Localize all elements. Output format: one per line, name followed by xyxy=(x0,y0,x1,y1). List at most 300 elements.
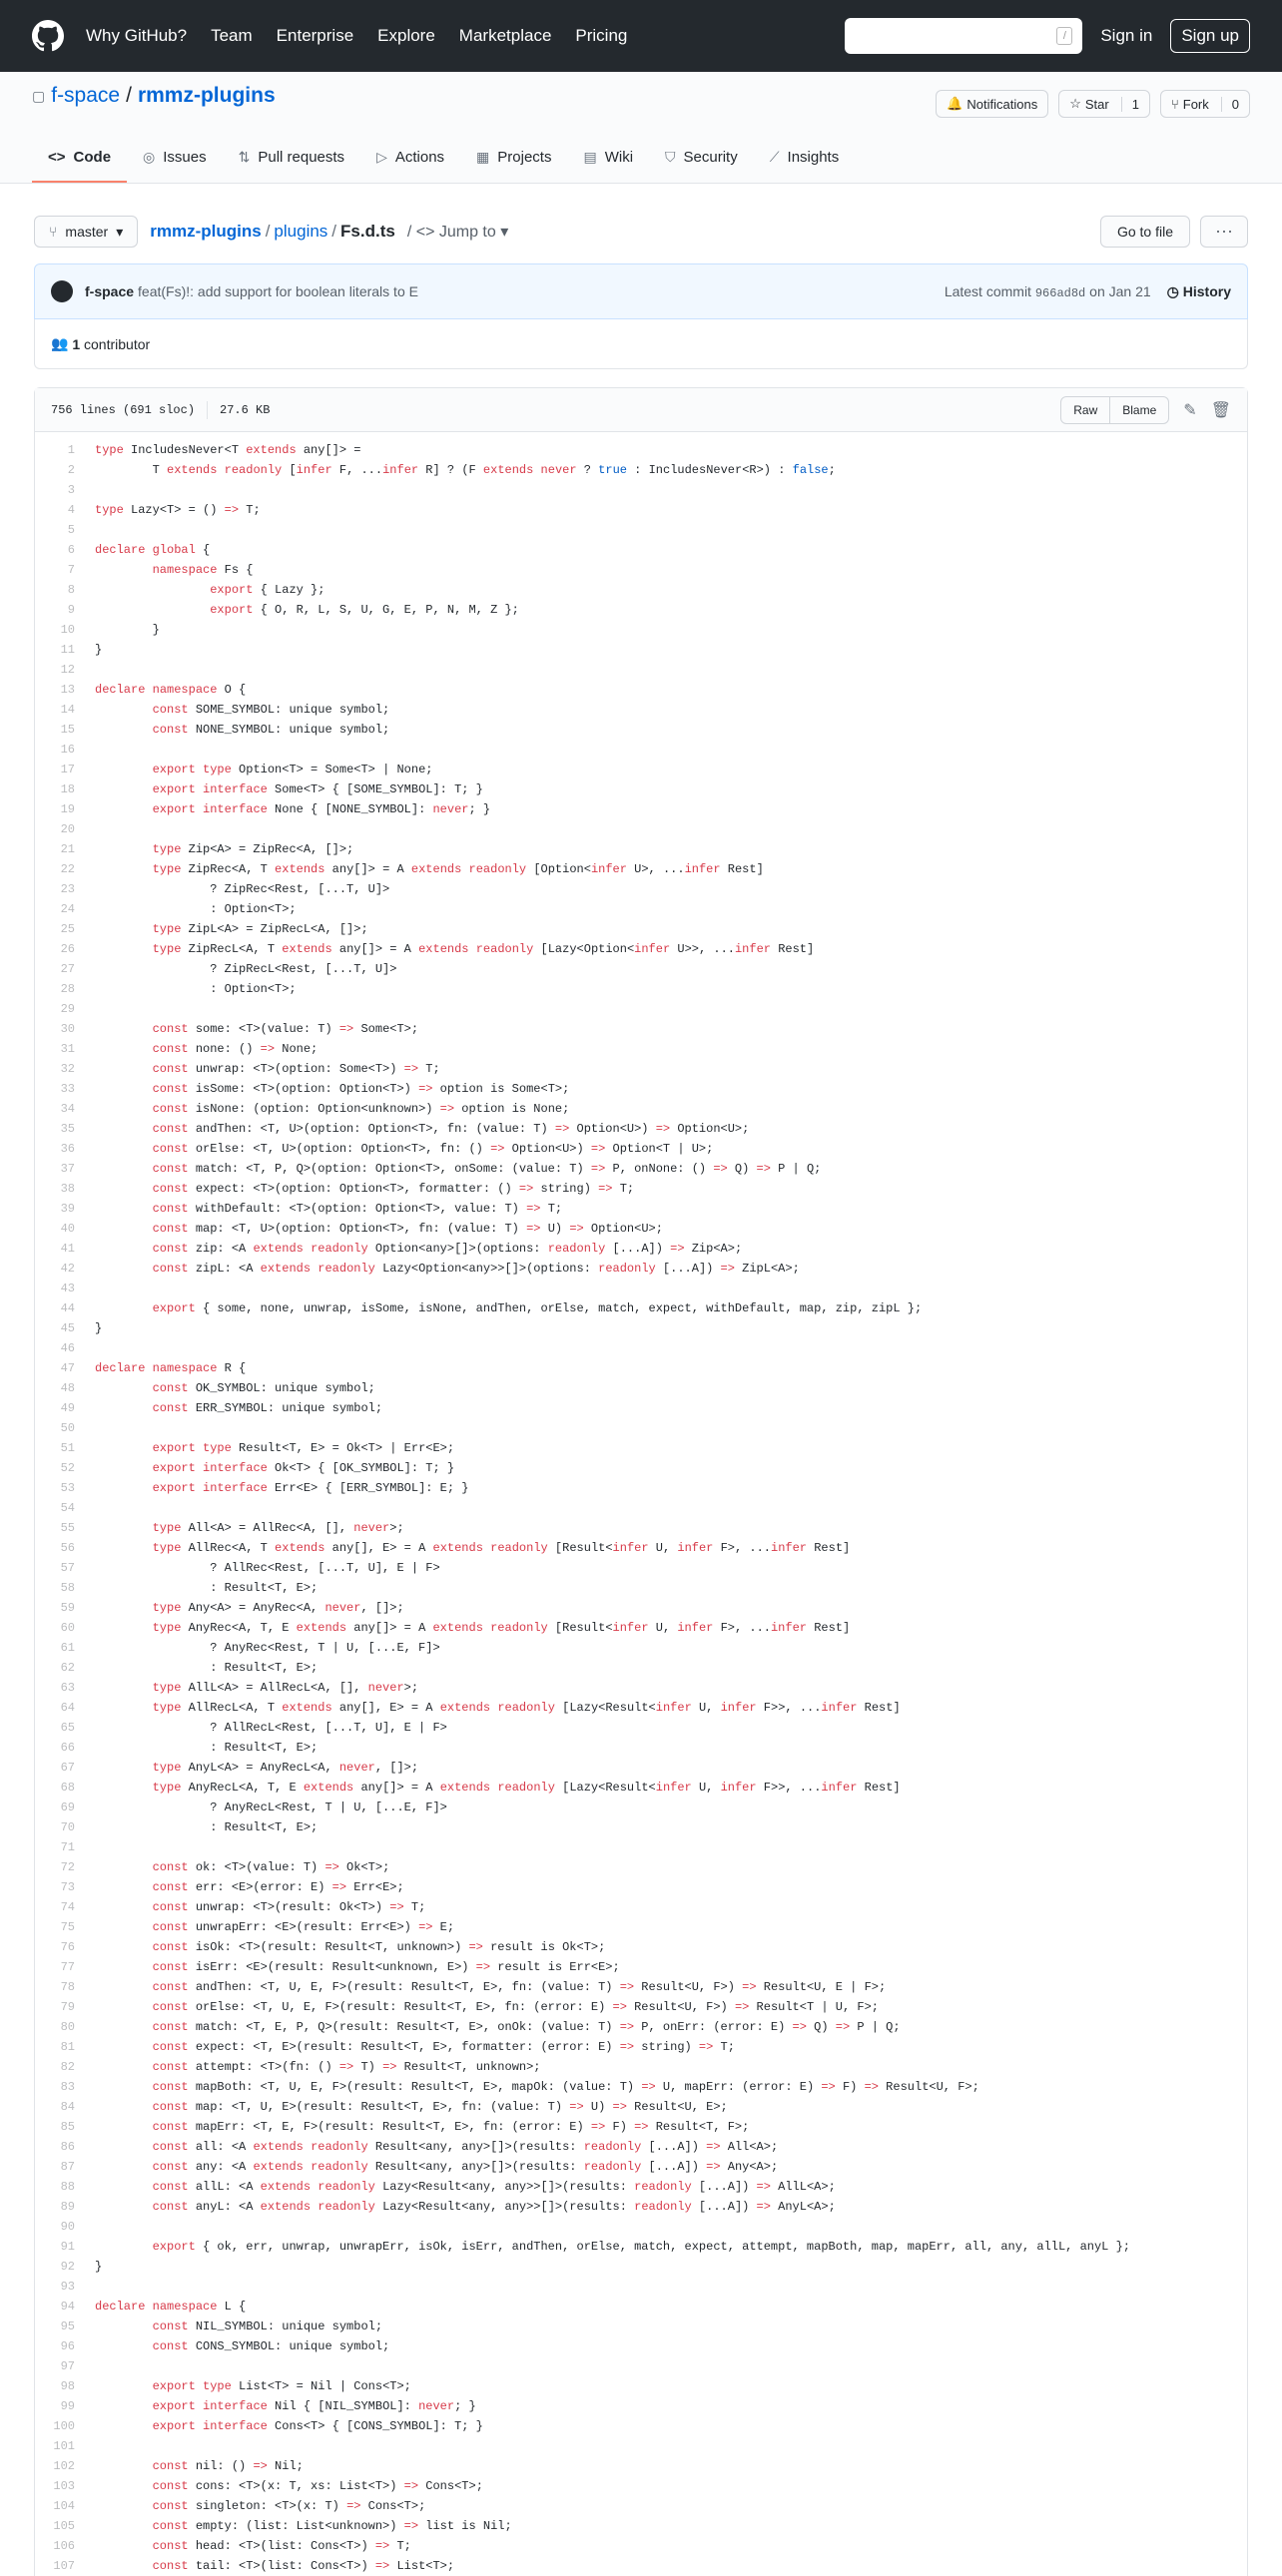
line-text: const some: <T>(value: T) => Some<T>; xyxy=(152,1022,419,1036)
code-line xyxy=(35,2097,1247,2117)
code-line xyxy=(35,1778,1247,1798)
line-text: const mapBoth: <T, U, E, F>(result: Result<T, E>, mapOk: (value: T) => U, mapErr: (error: E) => F) => Result<U, F>; xyxy=(152,2080,979,2094)
line-number[interactable]: 59 xyxy=(60,1601,75,1615)
project-icon: ▦ xyxy=(476,148,490,165)
sign-in-link[interactable]: Sign in xyxy=(1100,26,1153,45)
latest-commit-info: Latest commit 966ad8d on Jan 21 xyxy=(944,282,1151,300)
code-line xyxy=(35,1059,1247,1079)
line-number[interactable]: 33 xyxy=(60,1082,75,1096)
line-number[interactable]: 18 xyxy=(60,782,75,796)
notifications-button[interactable]: 🔔 Notifications xyxy=(936,90,1048,118)
code-line xyxy=(35,1837,1247,1857)
line-text: const map: <T, U>(option: Option<T>, fn: (value: T) => U) => Option<U>; xyxy=(152,1222,663,1236)
line-text: const mapErr: <T, E, F>(result: Result<T, E>, fn: (error: E) => F) => Result<T, F>; xyxy=(152,2120,750,2134)
line-number[interactable]: 31 xyxy=(60,1042,75,1056)
line-text: export type Option<T> = Some<T> | None; xyxy=(152,763,433,776)
branch-select[interactable]: ⑂ master ▾ xyxy=(34,216,138,248)
code-line xyxy=(35,1239,1247,1259)
code-line xyxy=(35,1658,1247,1678)
line-text: const unwrapErr: <E>(result: Err<E>) => E; xyxy=(152,1920,455,1934)
line-text: const NONE_SYMBOL: unique symbol; xyxy=(152,723,390,737)
code-line xyxy=(35,2197,1247,2217)
more-options-button[interactable]: ··· xyxy=(1200,216,1248,248)
code-line xyxy=(35,2376,1247,2396)
repo-owner-link[interactable]: f-space xyxy=(51,84,121,107)
tab-projects[interactable]: ▦ Projects xyxy=(476,148,552,166)
book-icon: ▤ xyxy=(583,148,597,165)
line-number[interactable]: 34 xyxy=(60,1102,75,1116)
code-line xyxy=(35,1279,1247,1298)
line-number[interactable]: 89 xyxy=(60,2200,75,2214)
line-number[interactable]: 98 xyxy=(60,2379,75,2393)
line-number[interactable]: 96 xyxy=(60,2339,75,2353)
tab-issues[interactable]: ◎ Issues xyxy=(143,148,207,166)
line-number[interactable]: 75 xyxy=(60,1920,75,1934)
line-number[interactable]: 49 xyxy=(60,1401,75,1415)
line-number[interactable]: 4 xyxy=(67,503,75,517)
code-line xyxy=(35,720,1247,740)
jump-to-menu[interactable]: / <> Jump to ▾ xyxy=(406,224,509,241)
file-viewer xyxy=(34,387,1248,2576)
line-text: const all: <A extends readonly Result<any, any>[]>(results: readonly [...A]) => All<A>; xyxy=(152,2140,779,2154)
nav-enterprise[interactable]: Enterprise xyxy=(276,26,354,45)
code-line xyxy=(35,1518,1247,1538)
code-line xyxy=(35,540,1247,560)
code-line xyxy=(35,799,1247,819)
line-text: ? AllRecL<Rest, [...T, U], E | F> xyxy=(95,1721,447,1735)
nav-marketplace[interactable]: Marketplace xyxy=(458,26,552,45)
code-line xyxy=(35,899,1247,919)
star-icon: ☆ xyxy=(1069,96,1081,111)
line-number[interactable]: 12 xyxy=(60,663,75,677)
blame-button[interactable]: Blame xyxy=(1110,396,1169,424)
line-number[interactable]: 46 xyxy=(60,1341,75,1355)
line-number[interactable]: 57 xyxy=(60,1561,75,1575)
nav-explore[interactable]: Explore xyxy=(377,26,435,45)
nav-team[interactable]: Team xyxy=(211,26,253,45)
latest-commit-bar xyxy=(34,263,1248,319)
code-line xyxy=(35,1039,1247,1059)
code-line xyxy=(35,1977,1247,1997)
line-number[interactable]: 24 xyxy=(60,902,75,916)
line-number[interactable]: 107 xyxy=(53,2559,75,2573)
line-text: ? ZipRecL<Rest, [...T, U]> xyxy=(95,962,397,976)
line-text: type Any<A> = AnyRec<A, never, []>; xyxy=(152,1601,404,1615)
line-text: : Result<T, E>; xyxy=(95,1661,319,1675)
line-number[interactable]: 50 xyxy=(60,1421,75,1435)
line-text: : Result<T, E>; xyxy=(95,1741,319,1755)
line-text: export interface Nil { [NIL_SYMBOL]: never; } xyxy=(152,2399,476,2413)
line-text: type Zip<A> = ZipRec<A, []>; xyxy=(152,842,354,856)
line-number[interactable]: 100 xyxy=(53,2419,75,2433)
line-text: const andThen: <T, U, E, F>(result: Result<T, E>, fn: (value: T) => Result<U, F>) => Result<U, E | F>; xyxy=(152,1980,887,1994)
line-number[interactable]: 68 xyxy=(60,1781,75,1795)
line-number[interactable]: 86 xyxy=(60,2140,75,2154)
tab-actions[interactable]: ▷ Actions xyxy=(376,148,445,166)
line-text: const tail: <T>(list: Cons<T>) => List<T>; xyxy=(152,2559,455,2573)
line-number[interactable]: 51 xyxy=(60,1441,75,1455)
line-number[interactable]: 6 xyxy=(67,543,75,557)
line-text: ? AllRec<Rest, [...T, U], E | F> xyxy=(95,1561,440,1575)
code-line xyxy=(35,919,1247,939)
line-number[interactable]: 83 xyxy=(60,2080,75,2094)
file-nav-bar xyxy=(34,216,1248,248)
code-line xyxy=(35,1418,1247,1438)
line-text: export type Result<T, E> = Ok<T> | Err<E>; xyxy=(152,1441,455,1455)
code-line xyxy=(35,1738,1247,1758)
line-number[interactable]: 41 xyxy=(60,1242,75,1256)
code-line xyxy=(35,1598,1247,1618)
line-number[interactable]: 72 xyxy=(60,1860,75,1874)
line-number[interactable]: 88 xyxy=(60,2180,75,2194)
commit-author[interactable]: f-space xyxy=(85,283,135,299)
line-text: const unwrap: <T>(result: Ok<T>) => T; xyxy=(152,1900,426,1914)
line-number[interactable]: 101 xyxy=(53,2439,75,2453)
code-line xyxy=(35,2117,1247,2137)
commit-message[interactable]: feat(Fs)!: add support for boolean literals to E xyxy=(138,283,418,299)
code-line xyxy=(35,1179,1247,1199)
code-line xyxy=(35,2137,1247,2157)
play-icon: ▷ xyxy=(376,148,387,165)
code-listing xyxy=(35,432,1247,2576)
line-number[interactable]: 19 xyxy=(60,802,75,816)
code-line xyxy=(35,1219,1247,1239)
line-number[interactable]: 40 xyxy=(60,1222,75,1236)
branch-icon: ⑂ xyxy=(49,224,58,240)
code-line xyxy=(35,1378,1247,1398)
line-number[interactable]: 10 xyxy=(60,623,75,637)
nav-why-github[interactable]: Why GitHub? xyxy=(86,26,188,45)
code-line xyxy=(35,2077,1247,2097)
line-text: const singleton: <T>(x: T) => Cons<T>; xyxy=(152,2499,426,2513)
line-number[interactable]: 42 xyxy=(60,1262,75,1276)
code-line xyxy=(35,480,1247,500)
line-text: const empty: (list: List<unknown>) => list is Nil; xyxy=(152,2519,512,2533)
code-line xyxy=(35,1997,1247,2017)
star-button[interactable]: ☆ Star 1 xyxy=(1058,90,1150,118)
line-number[interactable]: 92 xyxy=(60,2260,75,2274)
code-icon: <> xyxy=(48,148,66,166)
line-text: export interface None { [NONE_SYMBOL]: never; } xyxy=(152,802,491,816)
line-number[interactable]: 30 xyxy=(60,1022,75,1036)
line-number[interactable]: 23 xyxy=(60,882,75,896)
line-text: const isOk: <T>(result: Result<T, unknown>) => result is Ok<T>; xyxy=(152,1940,606,1954)
code-line xyxy=(35,1937,1247,1957)
code-line xyxy=(35,1358,1247,1378)
line-number[interactable]: 104 xyxy=(53,2499,75,2513)
line-text: type IncludesNever<T extends any[]> = xyxy=(95,443,361,457)
code-line xyxy=(35,1857,1247,1877)
line-text: } xyxy=(95,1321,103,1335)
line-number[interactable]: 64 xyxy=(60,1701,75,1715)
code-line xyxy=(35,1199,1247,1219)
line-text: type AllRec<A, T extends any[], E> = A extends readonly [Result<infer U, infer F>, ...infer Rest] xyxy=(152,1541,851,1555)
line-number[interactable]: 85 xyxy=(60,2120,75,2134)
line-number[interactable]: 78 xyxy=(60,1980,75,1994)
go-to-file-button[interactable]: Go to file xyxy=(1100,216,1190,248)
avatar[interactable] xyxy=(51,280,73,302)
code-line xyxy=(35,600,1247,620)
line-number[interactable]: 87 xyxy=(60,2160,75,2174)
code-line xyxy=(35,2496,1247,2516)
line-number[interactable]: 65 xyxy=(60,1721,75,1735)
pencil-icon[interactable]: ✎ xyxy=(1183,400,1197,419)
code-line xyxy=(35,1897,1247,1917)
line-number[interactable]: 39 xyxy=(60,1202,75,1216)
line-text: export interface Err<E> { [ERR_SYMBOL]: E; } xyxy=(152,1481,469,1495)
breadcrumb-file: Fs.d.ts xyxy=(340,222,395,241)
line-text: type ZipRec<A, T extends any[]> = A extends readonly [Option<infer U>, ...infer Rest] xyxy=(152,862,764,876)
code-line xyxy=(35,660,1247,680)
code-line xyxy=(35,2416,1247,2436)
line-number[interactable]: 70 xyxy=(60,1820,75,1834)
line-number[interactable]: 56 xyxy=(60,1541,75,1555)
line-number[interactable]: 77 xyxy=(60,1960,75,1974)
star-count[interactable]: 1 xyxy=(1121,97,1139,112)
code-line xyxy=(35,1877,1247,1897)
line-number[interactable]: 7 xyxy=(67,563,75,577)
line-number[interactable]: 26 xyxy=(60,942,75,956)
line-number[interactable]: 76 xyxy=(60,1940,75,1954)
line-number[interactable]: 13 xyxy=(60,683,75,697)
line-number[interactable]: 36 xyxy=(60,1142,75,1156)
file-size: 27.6 KB xyxy=(220,402,271,417)
search-shortcut-hint: / xyxy=(1056,27,1072,45)
line-number[interactable]: 2 xyxy=(67,463,75,477)
line-number[interactable]: 62 xyxy=(60,1661,75,1675)
line-number[interactable]: 82 xyxy=(60,2060,75,2074)
code-line xyxy=(35,1398,1247,1418)
nav-pricing[interactable]: Pricing xyxy=(575,26,628,45)
line-number[interactable]: 53 xyxy=(60,1481,75,1495)
code-line xyxy=(35,2436,1247,2456)
line-number[interactable]: 103 xyxy=(53,2479,75,2493)
main-nav xyxy=(86,26,627,46)
code-line xyxy=(35,879,1247,899)
code-line xyxy=(35,1538,1247,1558)
line-number[interactable]: 91 xyxy=(60,2240,75,2254)
line-number[interactable]: 1 xyxy=(67,443,75,457)
line-number[interactable]: 44 xyxy=(60,1301,75,1315)
code-line xyxy=(35,2157,1247,2177)
code-line xyxy=(35,1119,1247,1139)
line-text: const head: <T>(list: Cons<T>) => T; xyxy=(152,2539,411,2553)
line-text: export { ok, err, unwrap, unwrapErr, isOk, isErr, andThen, orElse, match, expect, attempt, mapBoth, map, mapErr, all, any, allL, anyL }; xyxy=(152,2240,1130,2254)
code-line xyxy=(35,2476,1247,2496)
line-number[interactable]: 71 xyxy=(60,1840,75,1854)
line-number[interactable]: 55 xyxy=(60,1521,75,1535)
code-line xyxy=(35,440,1247,460)
line-number[interactable]: 35 xyxy=(60,1122,75,1136)
line-text: const OK_SYMBOL: unique symbol; xyxy=(152,1381,375,1395)
line-text: const map: <T, U, E>(result: Result<T, E>, fn: (value: T) => U) => Result<U, E>; xyxy=(152,2100,728,2114)
line-number[interactable]: 106 xyxy=(53,2539,75,2553)
line-number[interactable]: 95 xyxy=(60,2319,75,2333)
code-line xyxy=(35,1099,1247,1119)
line-text: const zipL: <A extends readonly Lazy<Option<any>>[]>(options: readonly [...A]) => ZipL<A>; xyxy=(152,1262,800,1276)
line-number[interactable]: 8 xyxy=(67,583,75,597)
bell-icon: 🔔 xyxy=(947,96,963,111)
line-number[interactable]: 99 xyxy=(60,2399,75,2413)
line-text: const allL: <A extends readonly Lazy<Result<any, any>>[]>(results: readonly [...A]) => AllL<A>; xyxy=(152,2180,836,2194)
pull-request-icon: ⇅ xyxy=(238,148,251,165)
file-lines-info: 756 lines (691 sloc) xyxy=(51,402,196,417)
line-text: namespace Fs { xyxy=(152,563,254,577)
people-icon: 👥 xyxy=(51,335,69,351)
contributors-bar[interactable] xyxy=(34,319,1248,369)
line-number[interactable]: 67 xyxy=(60,1761,75,1775)
line-number[interactable]: 54 xyxy=(60,1501,75,1515)
line-number[interactable]: 28 xyxy=(60,982,75,996)
tab-pull-requests[interactable]: ⇅ Pull requests xyxy=(238,148,345,166)
line-text: const CONS_SYMBOL: unique symbol; xyxy=(152,2339,390,2353)
search-input[interactable] xyxy=(845,18,1082,54)
github-logo-icon[interactable] xyxy=(32,20,64,52)
line-text: type Lazy<T> = () => T; xyxy=(95,503,261,517)
line-number[interactable]: 105 xyxy=(53,2519,75,2533)
line-number[interactable]: 3 xyxy=(67,483,75,497)
line-number[interactable]: 38 xyxy=(60,1182,75,1196)
line-number[interactable]: 5 xyxy=(67,523,75,537)
line-number[interactable]: 45 xyxy=(60,1321,75,1335)
breadcrumb-repo[interactable]: rmmz-plugins xyxy=(150,222,262,241)
line-number[interactable]: 16 xyxy=(60,743,75,757)
code-line xyxy=(35,2456,1247,2476)
line-number[interactable]: 52 xyxy=(60,1461,75,1475)
caret-down-icon: ▾ xyxy=(116,223,124,240)
line-text: export { Lazy }; xyxy=(210,583,325,597)
repo-title: ▢ f-space / rmmz-plugins xyxy=(32,84,276,107)
line-number[interactable]: 20 xyxy=(60,822,75,836)
raw-button[interactable]: Raw xyxy=(1060,396,1110,424)
fork-button[interactable]: ⑂ Fork 0 xyxy=(1160,90,1250,118)
code-line xyxy=(35,1478,1247,1498)
code-line xyxy=(35,1917,1247,1937)
line-number[interactable]: 22 xyxy=(60,862,75,876)
line-number[interactable]: 81 xyxy=(60,2040,75,2054)
line-number[interactable]: 93 xyxy=(60,2280,75,2294)
code-line xyxy=(35,760,1247,779)
line-number[interactable]: 102 xyxy=(53,2459,75,2473)
line-text: const nil: () => Nil; xyxy=(152,2459,304,2473)
sign-up-button[interactable]: Sign up xyxy=(1170,19,1250,53)
code-line xyxy=(35,1618,1247,1638)
code-line xyxy=(35,1498,1247,1518)
line-text: export interface Some<T> { [SOME_SYMBOL]: T; } xyxy=(152,782,483,796)
repo-name-link[interactable]: rmmz-plugins xyxy=(137,84,276,107)
line-number[interactable]: 58 xyxy=(60,1581,75,1595)
line-text: const err: <E>(error: E) => Err<E>; xyxy=(152,1880,404,1894)
line-number[interactable]: 79 xyxy=(60,2000,75,2014)
code-line xyxy=(35,859,1247,879)
line-number[interactable]: 25 xyxy=(60,922,75,936)
line-text: ? AnyRec<Rest, T | U, [...E, F]> xyxy=(95,1641,440,1655)
line-number[interactable]: 21 xyxy=(60,842,75,856)
fork-count[interactable]: 0 xyxy=(1221,97,1239,112)
line-text: const expect: <T, E>(result: Result<T, E>, formatter: (error: E) => string) => T; xyxy=(152,2040,735,2054)
code-line xyxy=(35,1578,1247,1598)
code-line xyxy=(35,2277,1247,2297)
tab-insights[interactable]: ⟋ Insights xyxy=(769,148,840,166)
line-number[interactable]: 17 xyxy=(60,763,75,776)
line-text: export { O, R, L, S, U, G, E, P, N, M, Z }; xyxy=(210,603,519,617)
line-text: const isSome: <T>(option: Option<T>) => option is Some<T>; xyxy=(152,1082,570,1096)
line-text: type AnyL<A> = AnyRecL<A, never, []>; xyxy=(152,1761,419,1775)
file-actions xyxy=(1060,396,1231,424)
line-text: type AllRecL<A, T extends any[], E> = A extends readonly [Lazy<Result<infer U, infer F>>, ...infer Rest] xyxy=(152,1701,901,1715)
site-header xyxy=(0,0,1282,72)
line-number[interactable]: 60 xyxy=(60,1621,75,1635)
line-number[interactable]: 29 xyxy=(60,1002,75,1016)
line-text: : Option<T>; xyxy=(95,902,297,916)
line-number[interactable]: 15 xyxy=(60,723,75,737)
line-number[interactable]: 97 xyxy=(60,2359,75,2373)
code-line xyxy=(35,979,1247,999)
line-number[interactable]: 14 xyxy=(60,703,75,717)
line-text: export { some, none, unwrap, isSome, isNone, andThen, orElse, match, expect, withDefault, map, zip, zipL }; xyxy=(152,1301,923,1315)
line-number[interactable]: 63 xyxy=(60,1681,75,1695)
commit-sha[interactable]: 966ad8d xyxy=(1034,285,1086,300)
line-number[interactable]: 69 xyxy=(60,1801,75,1814)
line-number[interactable]: 61 xyxy=(60,1641,75,1655)
line-number[interactable]: 80 xyxy=(60,2020,75,2034)
code-line xyxy=(35,1338,1247,1358)
line-number[interactable]: 94 xyxy=(60,2300,75,2314)
code-line xyxy=(35,520,1247,540)
line-number[interactable]: 37 xyxy=(60,1162,75,1176)
line-text: type ZipL<A> = ZipRecL<A, []>; xyxy=(152,922,368,936)
line-text: T extends readonly [infer F, ...infer R] ? (F extends never ? true : IncludesNever<R>) : false; xyxy=(95,463,836,477)
code-line xyxy=(35,839,1247,859)
line-number[interactable]: 32 xyxy=(60,1062,75,1076)
line-text: export interface Cons<T> { [CONS_SYMBOL]: T; } xyxy=(152,2419,483,2433)
line-number[interactable]: 66 xyxy=(60,1741,75,1755)
line-text: const ERR_SYMBOL: unique symbol; xyxy=(152,1401,383,1415)
breadcrumb-dir[interactable]: plugins xyxy=(274,222,328,241)
line-text: type AllL<A> = AllRecL<A, [], never>; xyxy=(152,1681,419,1695)
history-button[interactable]: ◷ History xyxy=(1166,282,1231,299)
contributor-label: contributor xyxy=(84,335,151,352)
line-number[interactable]: 74 xyxy=(60,1900,75,1914)
code-line xyxy=(35,999,1247,1019)
line-number[interactable]: 84 xyxy=(60,2100,75,2114)
line-number[interactable]: 47 xyxy=(60,1361,75,1375)
line-text: export interface Ok<T> { [OK_SYMBOL]: T; } xyxy=(152,1461,455,1475)
line-number[interactable]: 11 xyxy=(60,643,75,657)
code-line xyxy=(35,1638,1247,1658)
tab-code[interactable]: <> Code xyxy=(32,133,127,183)
line-text: const isErr: <E>(result: Result<unknown, E>) => result is Err<E>; xyxy=(152,1960,620,1974)
code-line xyxy=(35,2177,1247,2197)
line-text: : Result<T, E>; xyxy=(95,1581,319,1595)
trash-icon[interactable]: 🗑 xyxy=(1210,400,1231,419)
line-number[interactable]: 27 xyxy=(60,962,75,976)
tab-security[interactable]: ⛉ Security xyxy=(665,148,738,166)
line-number[interactable]: 43 xyxy=(60,1282,75,1295)
breadcrumb: rmmz-plugins / plugins / Fs.d.ts / <> Jump to ▾ xyxy=(150,222,509,241)
line-text: type ZipRecL<A, T extends any[]> = A extends readonly [Lazy<Option<infer U>>, ...infer Rest] xyxy=(152,942,815,956)
line-text: const unwrap: <T>(option: Some<T>) => T; xyxy=(152,1062,440,1076)
tab-wiki[interactable]: ▤ Wiki xyxy=(583,148,634,166)
line-text: const andThen: <T, U>(option: Option<T>, fn: (value: T) => Option<U>) => Option<U>; xyxy=(152,1122,750,1136)
line-number[interactable]: 90 xyxy=(60,2220,75,2234)
code-line xyxy=(35,620,1247,640)
line-number[interactable]: 48 xyxy=(60,1381,75,1395)
fork-icon: ⑂ xyxy=(1170,96,1179,112)
line-number[interactable]: 9 xyxy=(67,603,75,617)
line-number[interactable]: 73 xyxy=(60,1880,75,1894)
code-line xyxy=(35,2356,1247,2376)
